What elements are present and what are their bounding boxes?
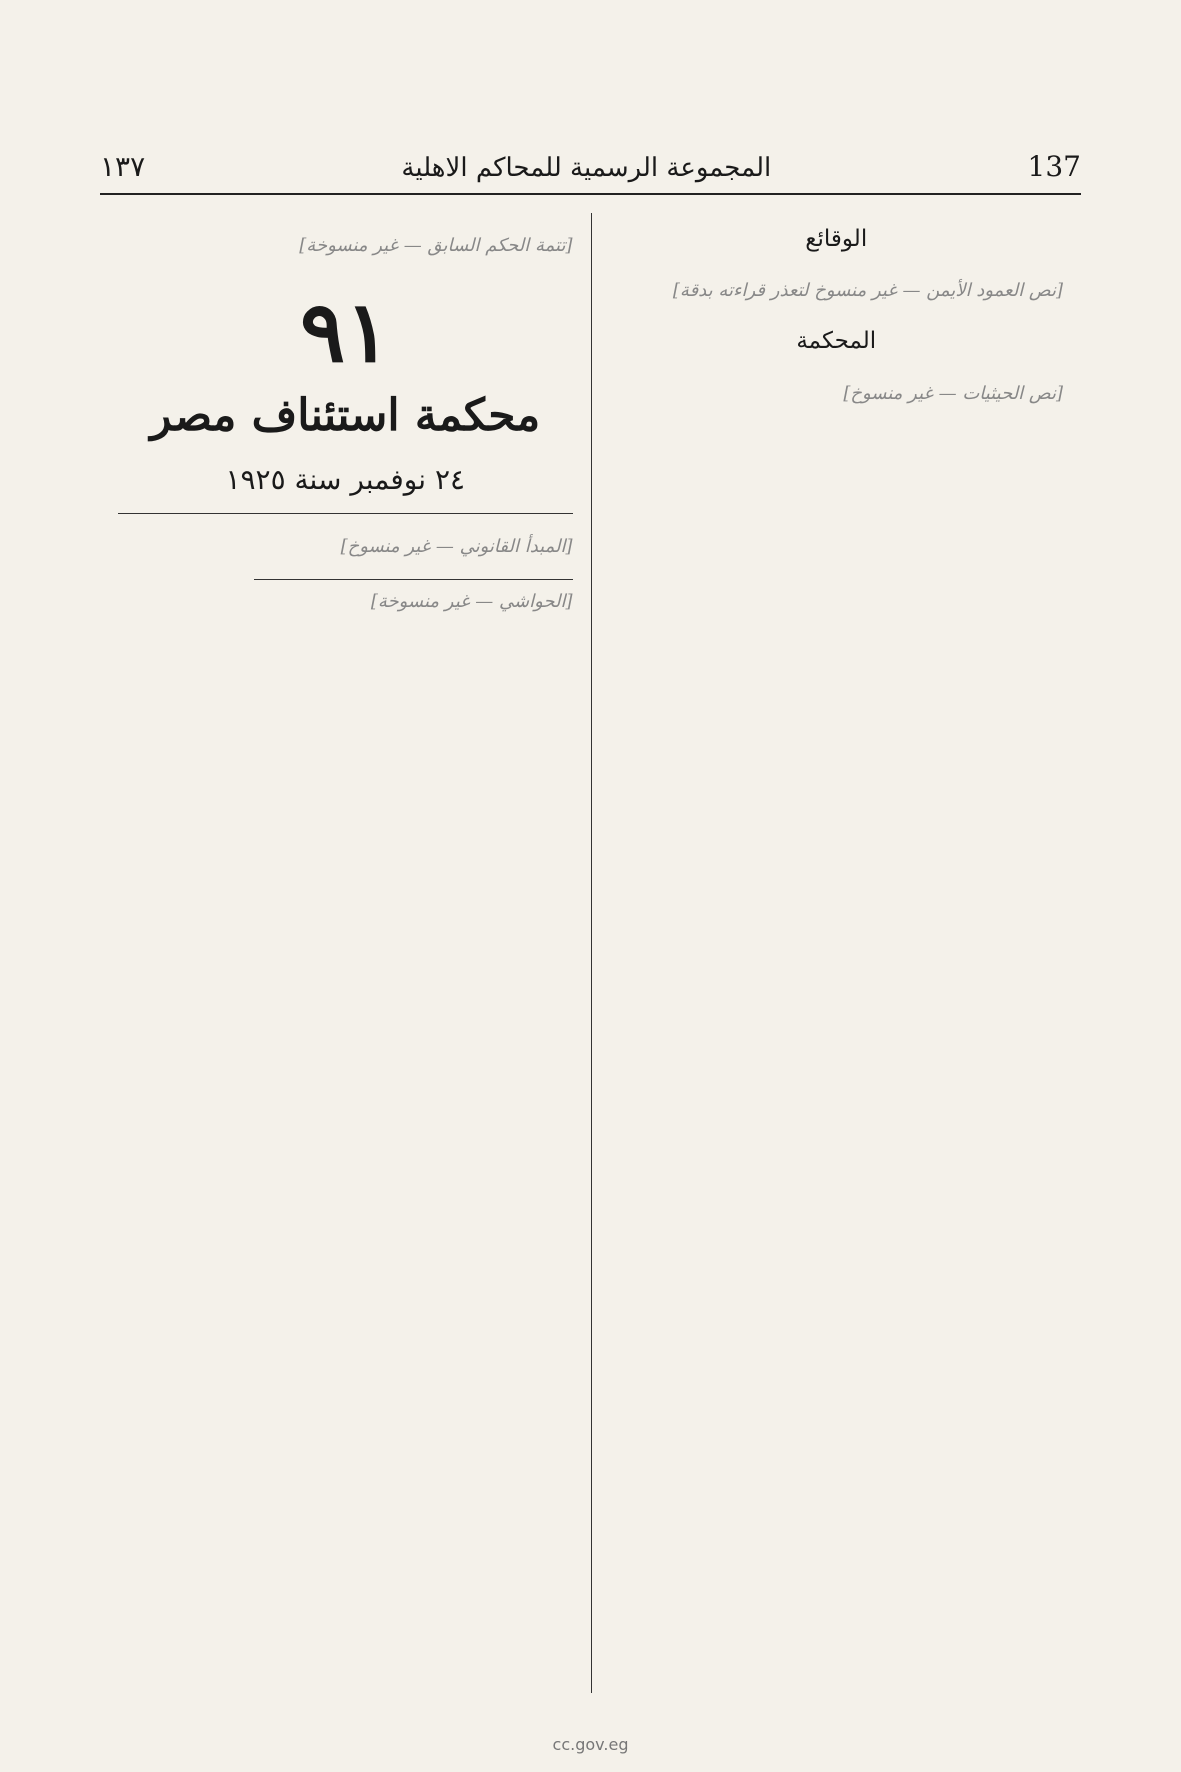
page-number-arabic: ١٣٧ bbox=[100, 150, 146, 183]
headnote-placeholder: [المبدأ القانوني — غير منسوخ] bbox=[340, 535, 573, 557]
page-number-latin: 137 bbox=[1027, 150, 1081, 183]
footer-url: cc.gov.eg bbox=[552, 1735, 629, 1754]
left-column-text-placeholder: [تتمة الحكم السابق — غير منسوخة] bbox=[299, 235, 573, 256]
divider bbox=[118, 513, 573, 514]
two-column-body bbox=[100, 213, 1081, 1693]
footnotes-placeholder: [الحواشي — غير منسوخة] bbox=[370, 590, 573, 612]
journal-title: المجموعة الرسمية للمحاكم الاهلية bbox=[401, 153, 772, 183]
court-heading: المحكمة bbox=[796, 328, 877, 355]
right-column-text-placeholder: [نص العمود الأيمن — غير منسوخ لتعذر قراءته بدقة] bbox=[672, 280, 1063, 302]
running-header bbox=[100, 150, 1081, 195]
judgment-date: ٢٤ نوفمبر سنة ١٩٢٥ bbox=[225, 463, 466, 497]
reasoning-text-placeholder: [نص الحيثيات — غير منسوخ] bbox=[843, 382, 1063, 404]
footnotes bbox=[254, 579, 572, 617]
facts-heading: الوقائع bbox=[805, 226, 868, 252]
case-number: ٩١ bbox=[300, 282, 391, 382]
left-column bbox=[100, 213, 591, 1693]
right-column bbox=[591, 213, 1082, 1693]
court-name: محكمة استئناف مصر bbox=[150, 390, 541, 442]
